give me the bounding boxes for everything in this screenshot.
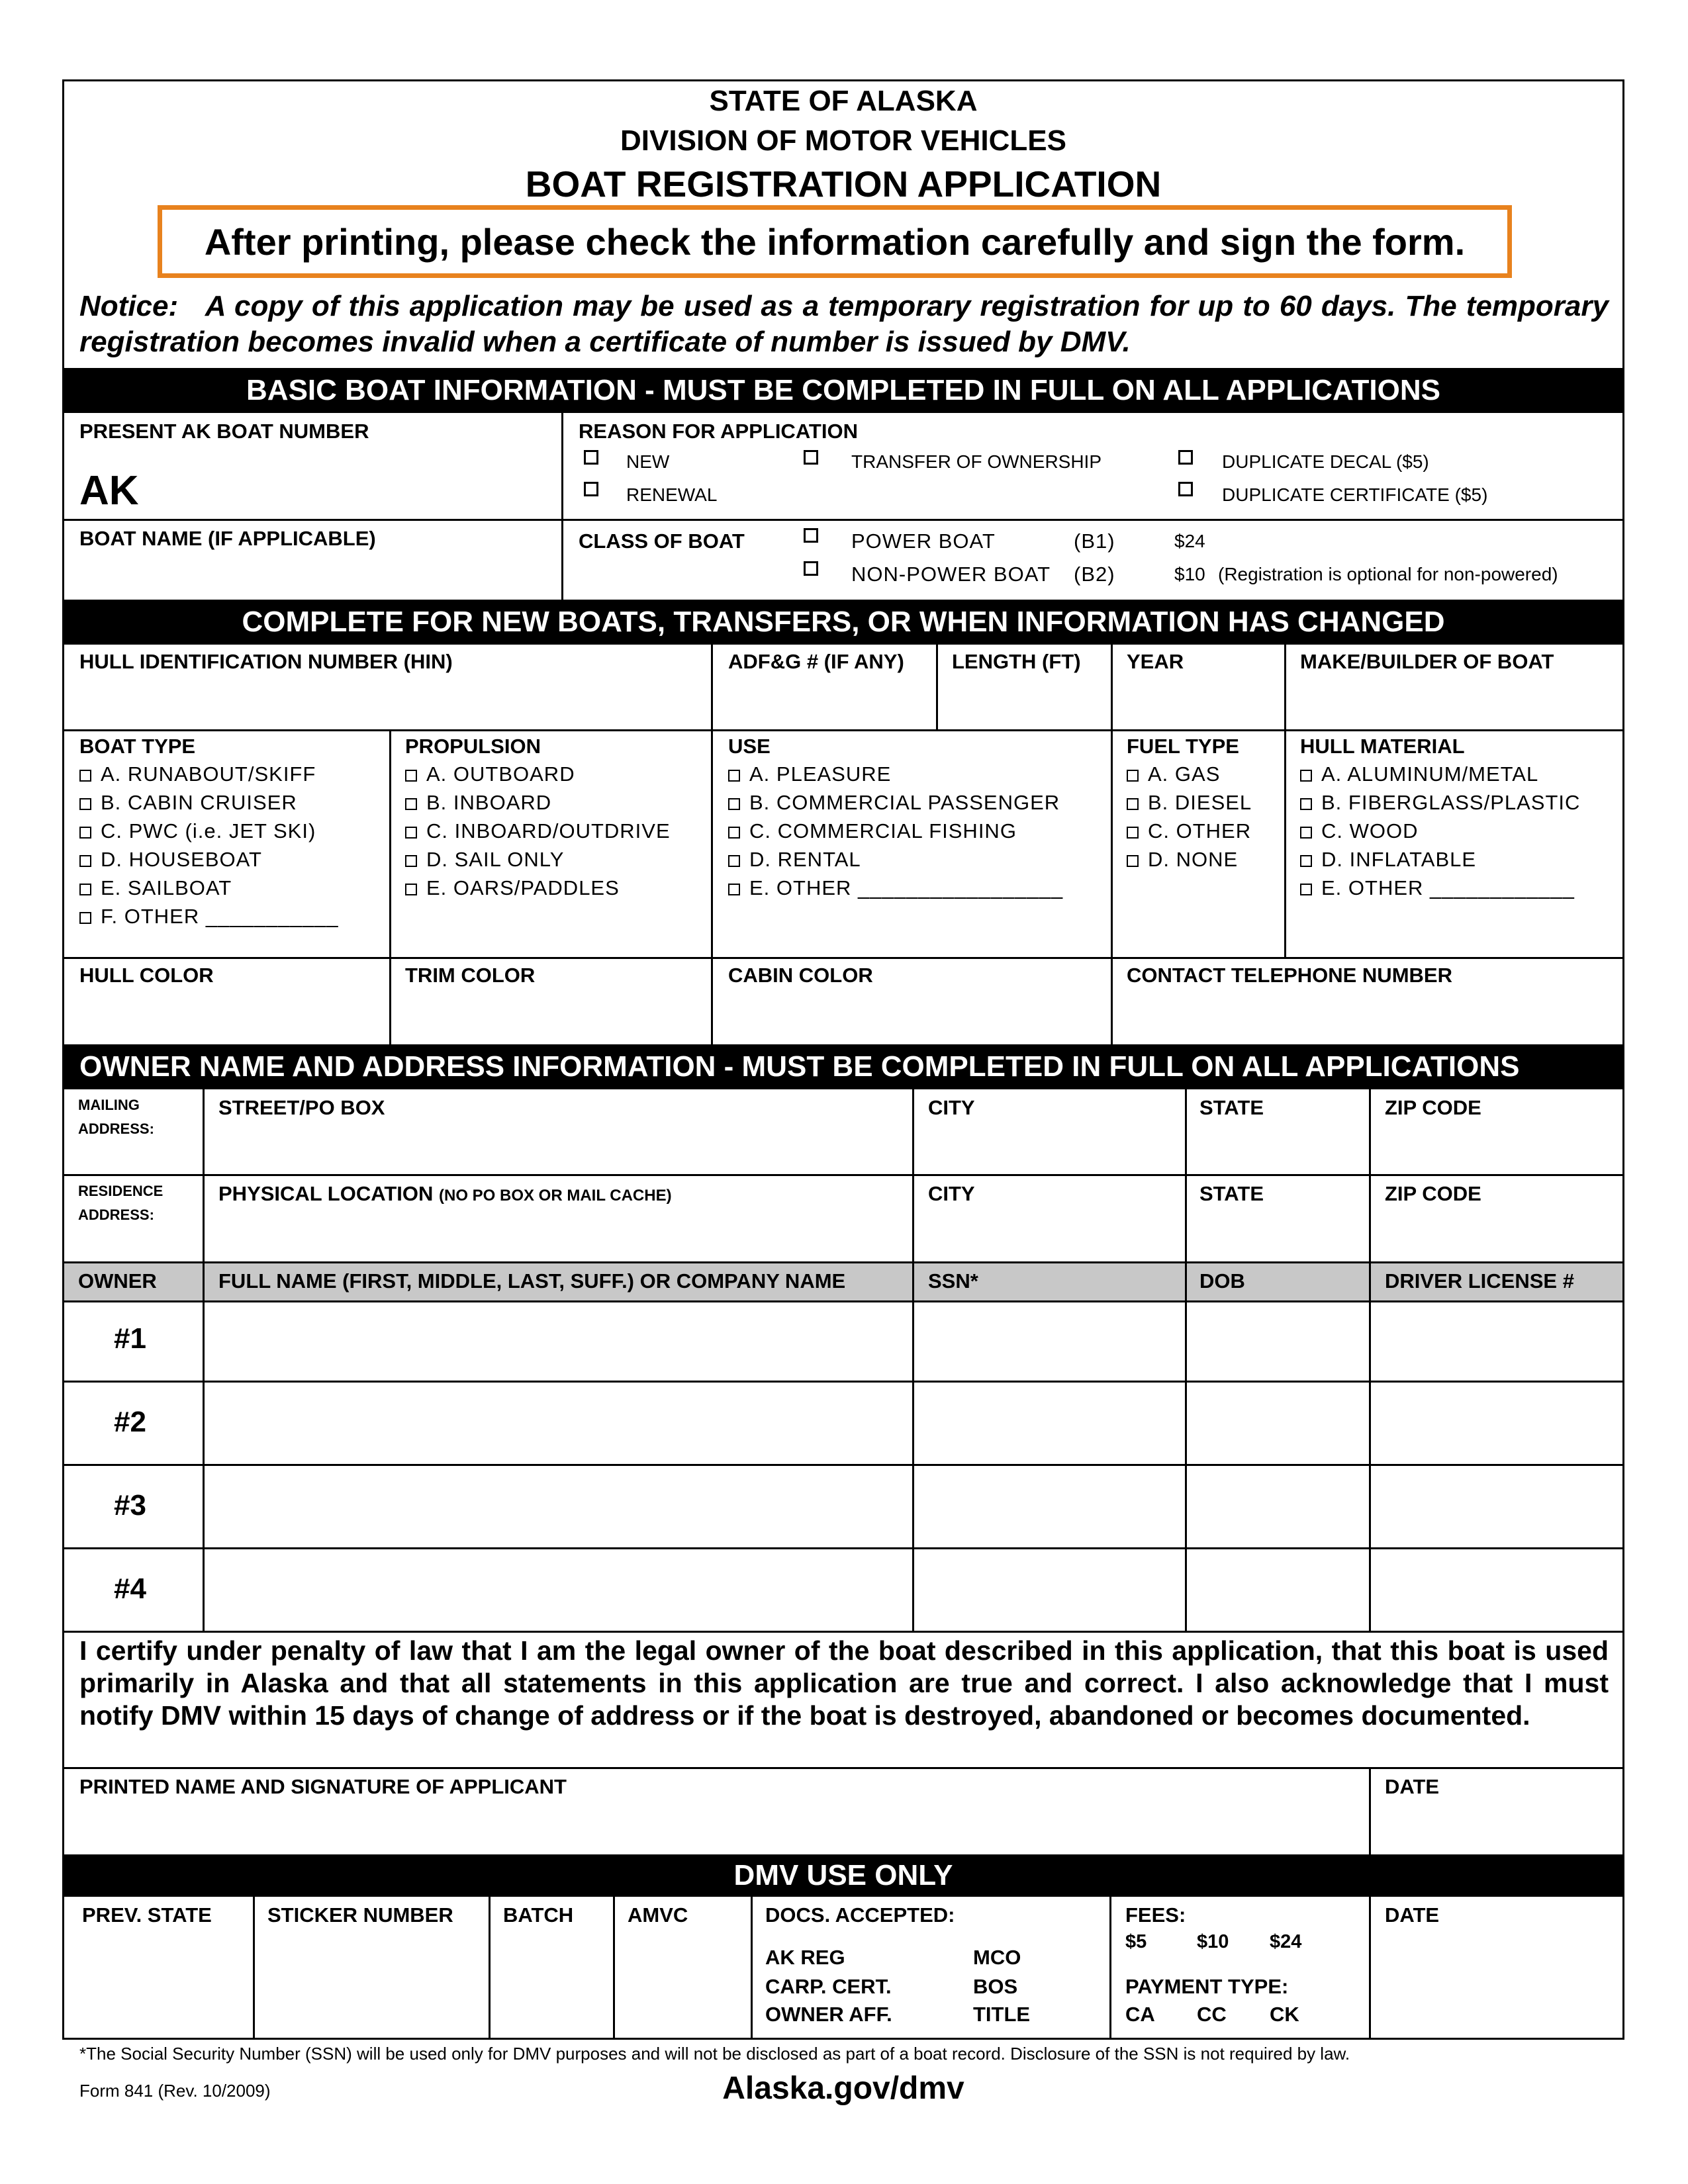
use-option[interactable]: B. COMMERCIAL PASSENGER: [728, 791, 1060, 815]
divider: [711, 729, 713, 1050]
boat-type-option[interactable]: D. HOUSEBOAT: [79, 848, 262, 872]
notice-prefix: Notice:: [79, 290, 179, 322]
residence-state-label: STATE: [1199, 1182, 1264, 1205]
class-power-fee: $24: [1174, 531, 1205, 551]
divider: [62, 1464, 1624, 1466]
divider: [62, 729, 1624, 731]
doc-title: TITLE: [973, 2003, 1031, 2026]
boat-type-option[interactable]: A. RUNABOUT/SKIFF: [79, 762, 316, 786]
fuel-type-option[interactable]: A. GAS: [1127, 762, 1220, 786]
length-label: LENGTH (FT): [952, 650, 1081, 673]
checkbox[interactable]: [728, 884, 740, 895]
reason-duplicate-decal-label: DUPLICATE DECAL ($5): [1222, 451, 1429, 472]
fee-24: $24: [1270, 1931, 1302, 1952]
trim-color-label: TRIM COLOR: [405, 964, 536, 987]
mailing-zip-label: ZIP CODE: [1385, 1096, 1481, 1119]
certification-text: I certify under penalty of law that I am the legal owner of the boat described in this application, that this boat is used primarily in Alaska and that all statements in this application are true and correct. I also acknowledge that I must notify DMV within 15 days of change of address or if the boat is destroyed, abandoned or becomes documented.: [79, 1635, 1609, 1731]
prev-state-label: PREV. STATE: [82, 1903, 212, 1927]
phone-label: CONTACT TELEPHONE NUMBER: [1127, 964, 1452, 987]
checkbox[interactable]: [79, 827, 91, 839]
checkbox[interactable]: [728, 855, 740, 867]
license-col-header: DRIVER LICENSE #: [1385, 1269, 1574, 1293]
checkbox[interactable]: [1127, 770, 1139, 782]
website-link[interactable]: Alaska.gov/dmv: [722, 2071, 964, 2106]
print-check-banner: [158, 205, 1512, 278]
present-number-prefix: AK: [79, 468, 139, 514]
mailing-label: MAILING ADDRESS:: [78, 1097, 154, 1137]
divider: [561, 413, 563, 601]
payment-type-label: PAYMENT TYPE:: [1125, 1975, 1289, 1998]
doc-ak-reg: AK REG: [765, 1946, 845, 1969]
amvc-label: AMVC: [628, 1903, 688, 1927]
boat-type-option[interactable]: C. PWC (i.e. JET SKI): [79, 819, 316, 843]
owner-row-number: #3: [114, 1489, 146, 1522]
divider: [1369, 1089, 1371, 1632]
reason-new-label: NEW: [626, 451, 670, 472]
checkbox[interactable]: [1127, 855, 1139, 867]
present-number-label: PRESENT AK BOAT NUMBER: [79, 420, 369, 443]
divider: [389, 729, 391, 1050]
dob-col-header: DOB: [1199, 1269, 1245, 1293]
banner-text: After printing, please check the information carefully and sign the form.: [204, 220, 1466, 263]
batch-label: BATCH: [503, 1903, 574, 1927]
divider: [912, 1089, 914, 1632]
propulsion-option[interactable]: E. OARS/PADDLES: [405, 876, 620, 900]
mailing-state-label: STATE: [1199, 1096, 1264, 1119]
street-label: STREET/PO BOX: [218, 1096, 385, 1119]
fuel-type-label: FUEL TYPE: [1127, 735, 1239, 758]
doc-owner-aff: OWNER AFF.: [765, 2003, 892, 2026]
fee-5: $5: [1125, 1931, 1147, 1952]
divider: [62, 519, 1624, 521]
class-nonpower-code: (B2): [1074, 563, 1115, 586]
hull-material-option[interactable]: D. INFLATABLE: [1300, 848, 1476, 872]
reason-renewal-label: RENEWAL: [626, 484, 718, 505]
fee-10: $10: [1197, 1931, 1229, 1952]
propulsion-option[interactable]: D. SAIL ONLY: [405, 848, 564, 872]
checkbox[interactable]: [1300, 855, 1312, 867]
divider: [253, 1897, 255, 2040]
class-label: CLASS OF BOAT: [579, 529, 745, 553]
use-option[interactable]: C. COMMERCIAL FISHING: [728, 819, 1017, 843]
class-power-checkbox[interactable]: [804, 528, 818, 543]
payment-ck: CK: [1270, 2003, 1299, 2026]
payment-cc: CC: [1197, 2003, 1227, 2026]
hin-label: HULL IDENTIFICATION NUMBER (HIN): [79, 650, 453, 673]
mailing-city-label: CITY: [928, 1096, 975, 1119]
checkbox[interactable]: [728, 827, 740, 839]
reason-transfer-label: TRANSFER OF OWNERSHIP: [851, 451, 1102, 472]
divider: [62, 1174, 1624, 1176]
divider: [1185, 1261, 1187, 1302]
checkbox[interactable]: [79, 855, 91, 867]
divider: [711, 645, 713, 731]
notice-body: A copy of this application may be used as a temporary registration for up to 60 days. The temporary registration becomes invalid when a certificate of number is issued by DMV.: [79, 290, 1609, 358]
dmv-date-label: DATE: [1385, 1903, 1440, 1927]
division-heading: DIVISION OF MOTOR VEHICLES: [620, 124, 1066, 157]
checkbox[interactable]: [79, 798, 91, 810]
owner-row-number: #1: [114, 1322, 146, 1355]
checkbox[interactable]: [1300, 798, 1312, 810]
boat-name-label: BOAT NAME (IF APPLICABLE): [79, 527, 376, 550]
hull-material-option[interactable]: A. ALUMINUM/METAL: [1300, 762, 1538, 786]
checkbox[interactable]: [405, 827, 417, 839]
fuel-type-option[interactable]: C. OTHER: [1127, 819, 1251, 843]
use-label: USE: [728, 735, 771, 758]
divider: [1185, 1089, 1187, 1632]
hull-color-label: HULL COLOR: [79, 964, 214, 987]
owner-row-number: #4: [114, 1572, 146, 1605]
physical-location-note: (NO PO BOX OR MAIL CACHE): [439, 1187, 672, 1205]
divider: [62, 1767, 1624, 1769]
signature-date-label: DATE: [1385, 1775, 1440, 1798]
propulsion-option[interactable]: B. INBOARD: [405, 791, 551, 815]
doc-mco: MCO: [973, 1946, 1021, 1969]
hull-material-option[interactable]: B. FIBERGLASS/PLASTIC: [1300, 791, 1580, 815]
physical-location-label: PHYSICAL LOCATION (NO PO BOX OR MAIL CACHE): [218, 1182, 672, 1205]
class-power-code: (B1): [1074, 529, 1115, 553]
fuel-type-option[interactable]: B. DIESEL: [1127, 791, 1252, 815]
class-nonpower-note: (Registration is optional for non-powered): [1218, 564, 1558, 584]
divider: [1111, 645, 1113, 1050]
class-nonpower-name: NON-POWER BOAT: [851, 563, 1051, 586]
owner-row-number: #2: [114, 1406, 146, 1438]
use-option[interactable]: A. PLEASURE: [728, 762, 891, 786]
checkbox[interactable]: [1127, 827, 1139, 839]
doc-bos: BOS: [973, 1975, 1018, 1998]
divider: [1284, 645, 1286, 958]
checkbox[interactable]: [728, 798, 740, 810]
cabin-color-label: CABIN COLOR: [728, 964, 873, 987]
checkbox[interactable]: [405, 770, 417, 782]
boat-type-option[interactable]: E. SAILBOAT: [79, 876, 232, 900]
propulsion-option[interactable]: C. INBOARD/OUTDRIVE: [405, 819, 671, 843]
residence-city-label: CITY: [928, 1182, 975, 1205]
checkbox[interactable]: [405, 884, 417, 895]
divider: [62, 1381, 1624, 1383]
make-label: MAKE/BUILDER OF BOAT: [1300, 650, 1554, 673]
ssn-col-header: SSN*: [928, 1269, 978, 1293]
signature-label: PRINTED NAME AND SIGNATURE OF APPLICANT: [79, 1775, 567, 1798]
divider: [936, 645, 938, 731]
use-option[interactable]: E. OTHER _________________: [728, 876, 1063, 900]
reason-duplicate-certificate-checkbox[interactable]: [1178, 482, 1193, 496]
divider: [1109, 1897, 1111, 2040]
hull-material-label: HULL MATERIAL: [1300, 735, 1465, 758]
complete-info-bar: COMPLETE FOR NEW BOATS, TRANSFERS, OR WHEN INFORMATION HAS CHANGED: [62, 600, 1624, 645]
use-option[interactable]: D. RENTAL: [728, 848, 861, 872]
propulsion-option[interactable]: A. OUTBOARD: [405, 762, 575, 786]
residence-label: RESIDENCE ADDRESS:: [78, 1183, 164, 1223]
hull-material-option[interactable]: C. WOOD: [1300, 819, 1419, 843]
reason-duplicate-certificate-label: DUPLICATE CERTIFICATE ($5): [1222, 484, 1488, 505]
adfg-label: ADF&G # (IF ANY): [728, 650, 904, 673]
reason-renewal-checkbox[interactable]: [584, 482, 598, 496]
state-heading: STATE OF ALASKA: [709, 85, 978, 117]
sticker-number-label: STICKER NUMBER: [267, 1903, 453, 1927]
divider: [203, 1089, 205, 1632]
page-title: BOAT REGISTRATION APPLICATION: [525, 163, 1162, 205]
fuel-type-option[interactable]: D. NONE: [1127, 848, 1238, 872]
checkbox[interactable]: [405, 855, 417, 867]
divider: [912, 1261, 914, 1302]
form-number: Form 841 (Rev. 10/2009): [79, 2081, 271, 2101]
checkbox[interactable]: [79, 770, 91, 782]
divider: [751, 1897, 753, 2040]
checkbox[interactable]: [79, 884, 91, 895]
checkbox[interactable]: [728, 770, 740, 782]
hull-material-option[interactable]: E. OTHER ____________: [1300, 876, 1575, 900]
class-nonpower-fee: $10: [1174, 564, 1205, 584]
owner-info-bar: OWNER NAME AND ADDRESS INFORMATION - MUST BE COMPLETED IN FULL ON ALL APPLICATIONS: [62, 1044, 1624, 1089]
docs-accepted-label: DOCS. ACCEPTED:: [765, 1903, 955, 1927]
fullname-col-header: FULL NAME (FIRST, MIDDLE, LAST, SUFF.) OR COMPANY NAME: [218, 1269, 846, 1293]
payment-ca: CA: [1125, 2003, 1155, 2026]
divider: [1369, 1767, 1371, 1854]
basic-info-bar: BASIC BOAT INFORMATION - MUST BE COMPLETED IN FULL ON ALL APPLICATIONS: [62, 368, 1624, 413]
checkbox[interactable]: [1300, 884, 1312, 895]
propulsion-label: PROPULSION: [405, 735, 541, 758]
ssn-disclaimer: *The Social Security Number (SSN) will be used only for DMV purposes and will not be disclosed as part of a boat record. Disclosure of the SSN is not required by law.: [79, 2044, 1350, 2064]
divider: [62, 1547, 1624, 1549]
checkbox[interactable]: [405, 798, 417, 810]
checkbox[interactable]: [79, 912, 91, 924]
checkbox[interactable]: [1300, 827, 1312, 839]
boat-type-label: BOAT TYPE: [79, 735, 196, 758]
checkbox[interactable]: [1300, 770, 1312, 782]
notice: [79, 289, 1609, 360]
reason-label: REASON FOR APPLICATION: [579, 420, 858, 443]
doc-carp-cert: CARP. CERT.: [765, 1975, 892, 1998]
class-nonpower-checkbox[interactable]: [804, 561, 818, 576]
dmv-use-bar: DMV USE ONLY: [62, 1854, 1624, 1897]
divider: [1369, 1261, 1371, 1302]
fees-label: FEES:: [1125, 1903, 1186, 1927]
residence-zip-label: ZIP CODE: [1385, 1182, 1481, 1205]
boat-type-option[interactable]: B. CABIN CRUISER: [79, 791, 297, 815]
class-power-name: POWER BOAT: [851, 529, 996, 553]
divider: [62, 1631, 1624, 1633]
divider: [613, 1897, 615, 2040]
checkbox[interactable]: [1127, 798, 1139, 810]
divider: [203, 1261, 205, 1302]
year-label: YEAR: [1127, 650, 1184, 673]
divider: [1369, 1897, 1371, 2040]
reason-transfer-checkbox[interactable]: [804, 450, 818, 465]
boat-type-option[interactable]: F. OTHER ___________: [79, 905, 339, 929]
divider: [62, 957, 1624, 959]
reason-duplicate-decal-checkbox[interactable]: [1178, 450, 1193, 465]
divider: [489, 1897, 491, 2040]
owner-col-header: OWNER: [78, 1269, 157, 1293]
reason-new-checkbox[interactable]: [584, 450, 598, 465]
